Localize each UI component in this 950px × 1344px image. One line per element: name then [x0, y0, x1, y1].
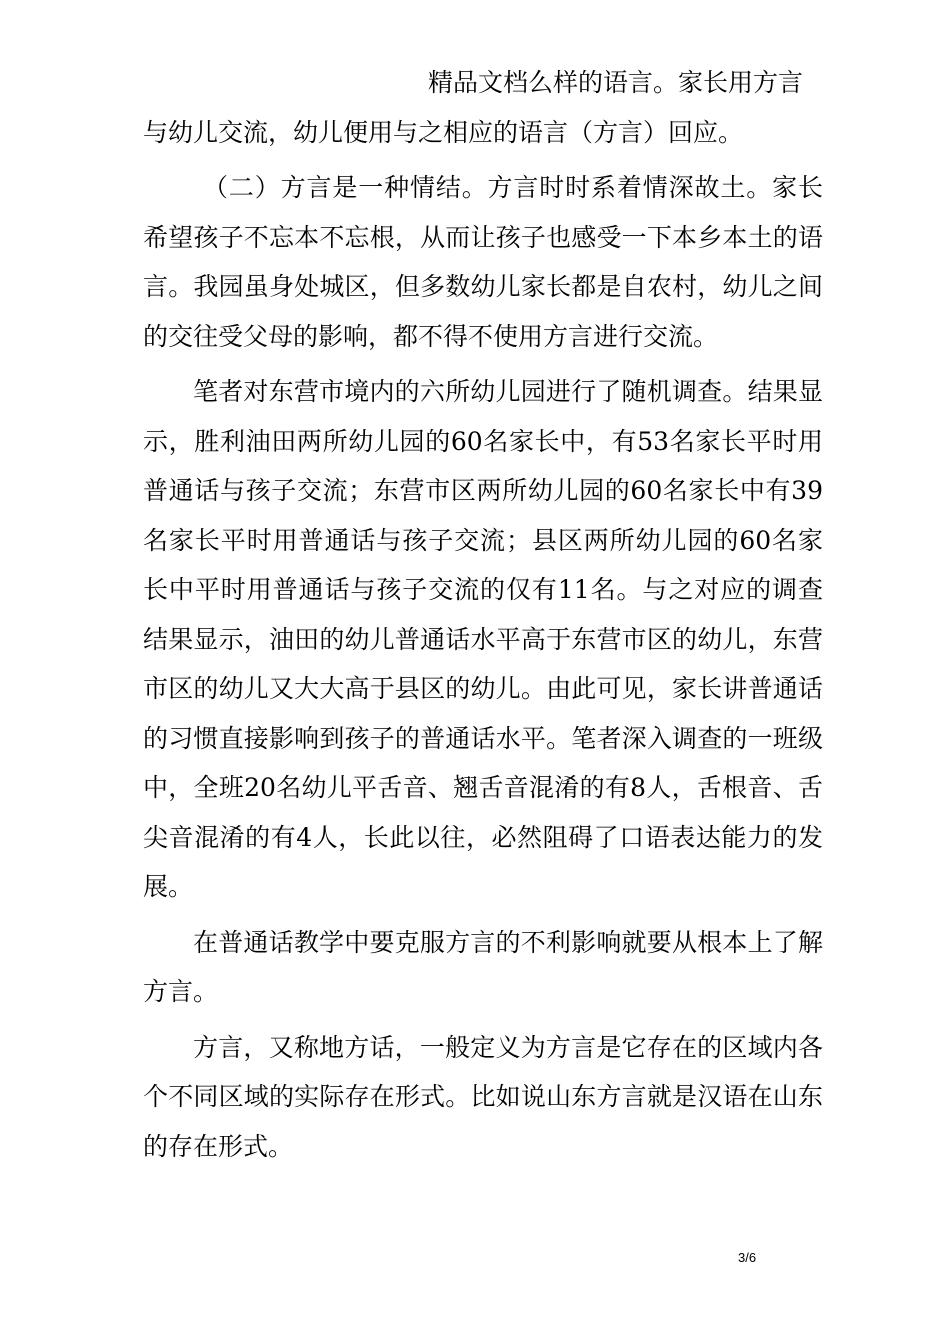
- paragraph-2: （二）方言是一种情结。方言时时系着情深故土。家长希望孩子不忘本不忘根，从而让孩子也感受一下本乡本土的语言。我园虽身处城区，但多数幼儿家长都是自农村，幼儿之间的交往受父母的影响，都不得不使用方言进行交流。: [143, 173, 823, 351]
- paragraph-continuation: [143, 58, 823, 157]
- continuation-line: 精品文档么样的语言。家长用方言: [427, 68, 803, 97]
- paragraph-5: 方言，又称地方话，一般定义为方言是它存在的区域内各个不同区域的实际存在形式。比如说山东方言就是汉语在山东的存在形式。: [143, 1032, 823, 1161]
- paragraph-3: 笔者对东营市境内的六所幼儿园进行了随机调查。结果显示，胜利油田两所幼儿园的60名家长中，有53名家长平时用普通话与孩子交流；东营市区两所幼儿园的60名家长中有39名家长平时用普通话与孩子交流；县区两所幼儿园的60名家长中平时用普通话与孩子交流的仅有11名。与之对应的调查结果显示，油田的幼儿普通话水平高于东营市区的幼儿，东营市区的幼儿又大大高于县区的幼儿。由此可见，家长讲普通话的习惯直接影响到孩子的普通话水平。笔者深入调查的一班级中，全班20名幼儿平舌音、翘舌音混淆的有8人，舌根音、舌尖音混淆的有4人，长此以往，必然阻碍了口语表达能力的发展。: [143, 377, 823, 901]
- page-number: 3/6: [738, 1250, 757, 1265]
- paragraph-4: 在普通话教学中要克服方言的不利影响就要从根本上了解方言。: [143, 927, 823, 1006]
- paragraph-1-text: 与幼儿交流，幼儿便用与之相应的语言（方言）回应。: [143, 117, 744, 147]
- document-body: [143, 58, 823, 1177]
